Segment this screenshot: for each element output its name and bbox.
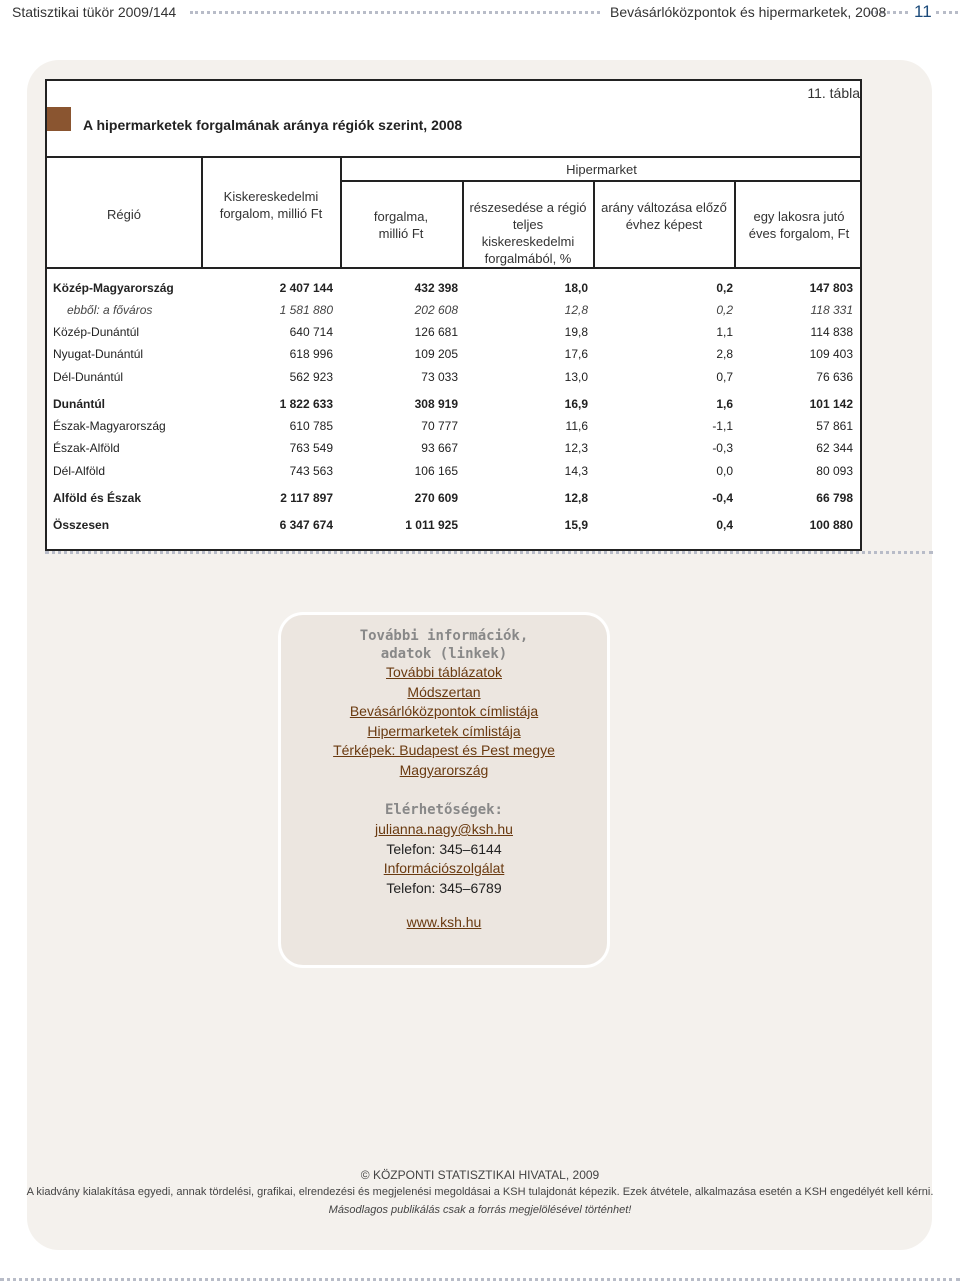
header-rule-bottom (47, 267, 860, 269)
republication-notice: Másodlagos publikálás csak a forrás megjelölésével történhet! (328, 1204, 632, 1216)
table-cell: 1 581 880 (279, 303, 333, 317)
row-label: Összesen (53, 518, 110, 532)
table-row (53, 441, 853, 461)
page-footer-divider (0, 1278, 960, 1281)
column-divider (201, 156, 203, 269)
page-header (0, 0, 960, 26)
table-cell: 114 838 (810, 325, 853, 339)
info-box (281, 615, 607, 965)
table-cell: 308 919 (414, 397, 458, 411)
table-cell: 432 398 (414, 281, 458, 295)
header-divider (936, 11, 958, 14)
table-frame (45, 79, 862, 551)
table-cell: 12,3 (564, 441, 588, 455)
table-cell: 1 011 925 (405, 518, 458, 532)
table-cell: 1 822 633 (279, 397, 333, 411)
row-label: Nyugat-Dunántúl (53, 347, 144, 361)
table-cell: 118 331 (810, 303, 853, 317)
column-divider (734, 180, 736, 269)
table-cell: 2 117 897 (280, 491, 333, 505)
table-cell: 101 142 (809, 397, 853, 411)
table-cell: 270 609 (414, 491, 458, 505)
copyright: © KÖZPONTI STATISZTIKAI HIVATAL, 2009 (360, 1168, 600, 1182)
table-row (53, 325, 853, 345)
email-link[interactable]: julianna.nagy@ksh.hu (375, 821, 513, 837)
table-cell: 73 033 (421, 370, 458, 384)
table-cell: 12,8 (564, 303, 588, 317)
table-cell: 1,1 (716, 325, 733, 339)
section-title: Bevásárlóközpontok és hipermarketek, 2008 (610, 4, 887, 20)
table-cell: 0,2 (716, 281, 733, 295)
table-cell: 106 165 (414, 464, 458, 478)
table-cell: 202 608 (414, 303, 458, 317)
column-header: forgalma, millió Ft (373, 209, 429, 241)
table-row (53, 303, 853, 323)
table-cell: 109 403 (809, 347, 853, 361)
row-label: Közép-Dunántúl (53, 325, 140, 339)
row-label: ebből: a főváros (67, 303, 153, 317)
page-number: 11 (914, 2, 932, 21)
table-cell: 12,8 (564, 491, 588, 505)
table-cell: 562 923 (289, 370, 333, 384)
row-label: Dél-Dunántúl (53, 370, 124, 384)
table-cell: 0,0 (716, 464, 733, 478)
column-header: Kiskereskedelmi forgalom, millió Ft (219, 189, 323, 221)
table-cell: 6 347 674 (279, 518, 333, 532)
group-header: Hipermarket (566, 162, 637, 177)
table-cell: 11,6 (565, 419, 588, 433)
table-cell: -1,1 (712, 419, 733, 433)
table-cell: 1,6 (716, 397, 733, 411)
table-row (53, 419, 853, 439)
table-row (53, 397, 853, 417)
table-cell: 763 549 (289, 441, 333, 455)
table-cell: 80 093 (816, 464, 853, 478)
info-heading: adatok (linkek) (380, 646, 508, 662)
table-cell: 640 714 (289, 325, 333, 339)
info-service-link[interactable]: Információszolgálat (383, 860, 505, 876)
table-cell: 147 803 (809, 281, 853, 295)
legal-notice: A kiadvány kialakítása egyedi, annak tördelési, grafikai, elrendezési és megjelenési megoldásai a KSH tulajdonát képezik. Ezek átvétele, alkalmazása esetén a KSH engedélyét kell kérni. (26, 1186, 934, 1198)
row-label: Alföld és Észak (53, 491, 142, 505)
link-map-hungary[interactable]: Magyarország (399, 761, 489, 778)
header-rule-top (47, 156, 860, 158)
table-cell: 19,8 (564, 325, 588, 339)
link-map-budapest-pest[interactable]: Térképek: Budapest és Pest megye (333, 742, 555, 758)
publication-title: Statisztikai tükör 2009/144 (12, 4, 177, 20)
table-title: A hipermarketek forgalmának aránya régiók szerint, 2008 (83, 117, 463, 133)
table-cell: 126 681 (414, 325, 458, 339)
table-cell: 109 205 (414, 347, 458, 361)
column-header: egy lakosra jutó éves forgalom, Ft (748, 209, 850, 241)
info-heading: További információk, (359, 628, 529, 644)
table-cell: 0,4 (716, 518, 733, 532)
table-row (53, 370, 853, 390)
row-label: Dunántúl (53, 397, 105, 411)
table-cell: 0,2 (716, 303, 733, 317)
table-cell: 2 407 144 (279, 281, 333, 295)
table-cell: 0,7 (716, 370, 733, 384)
table-cell: 100 880 (809, 518, 853, 532)
column-divider (593, 180, 595, 269)
column-header: arány változása előző évhez képest (601, 200, 727, 232)
table-cell: 13,0 (564, 370, 588, 384)
table-cell: 76 636 (816, 370, 853, 384)
link-more-tables[interactable]: További táblázatok (386, 664, 502, 680)
row-label: Dél-Alföld (53, 464, 106, 478)
table-row (53, 281, 853, 301)
row-label: Észak-Alföld (53, 441, 120, 455)
website-link[interactable]: www.ksh.hu (406, 914, 482, 930)
table-cell: -0,3 (712, 441, 733, 455)
table-row (53, 518, 853, 538)
table-row (53, 347, 853, 367)
table-cell: 15,9 (564, 518, 588, 532)
section-divider (45, 551, 933, 554)
table-cell: 70 777 (421, 419, 458, 433)
table-row (53, 491, 853, 511)
table-cell: 618 996 (289, 347, 333, 361)
column-divider (462, 180, 464, 269)
table-cell: 93 667 (421, 441, 458, 455)
table-cell: 14,3 (564, 464, 588, 478)
column-header: Régió (107, 207, 141, 222)
table-cell: 62 344 (816, 441, 853, 455)
column-header: részesedése a régió teljes kiskereskedelmi forgalmából, % (469, 200, 587, 266)
link-hypermarket-addresses[interactable]: Hipermarketek címlistája (367, 722, 521, 739)
table-cell: 57 861 (816, 419, 853, 433)
phone-number: Telefon: 345–6144 (386, 840, 502, 857)
table-cell: 17,6 (564, 347, 588, 361)
phone-number: Telefon: 345–6789 (386, 879, 502, 896)
table-cell: 16,9 (564, 397, 588, 411)
link-mall-addresses[interactable]: Bevásárlóközpontok címlistája (349, 703, 539, 719)
table-cell: 610 785 (289, 419, 333, 433)
title-marker-icon (47, 107, 71, 131)
row-label: Közép-Magyarország (53, 281, 174, 295)
table-cell: 18,0 (564, 281, 588, 295)
row-label: Észak-Magyarország (53, 419, 166, 433)
contacts-heading: Elérhetőségek: (384, 802, 503, 818)
header-divider (190, 11, 600, 14)
table-cell: 743 563 (289, 464, 333, 478)
header-rule-group (340, 180, 860, 182)
table-cell: 66 798 (816, 491, 853, 505)
table-number: 11. tábla (807, 85, 860, 101)
table-cell: -0,4 (712, 491, 733, 505)
table-cell: 2,8 (716, 347, 733, 361)
column-divider (340, 156, 342, 269)
table-row (53, 464, 853, 484)
link-methodology[interactable]: Módszertan (407, 683, 481, 700)
